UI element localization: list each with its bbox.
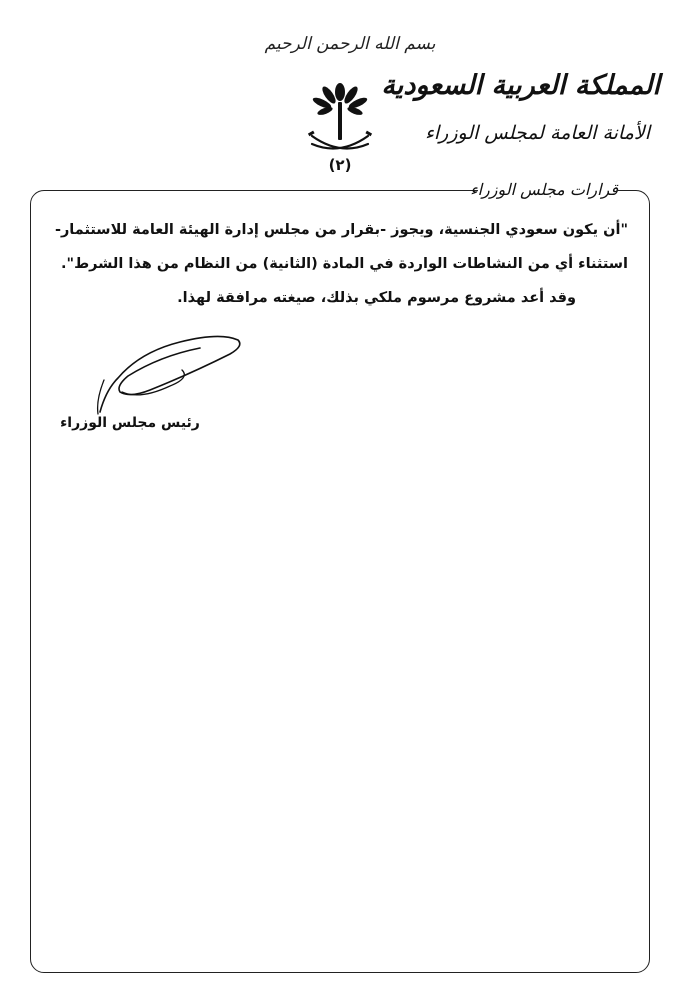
page-number: (٢) [328,156,352,174]
body-line-1: "أن يكون سعودي الجنسية، ويجوز -بقرار من مجلس إدارة الهيئة العامة للاستثمار- [54,222,628,238]
kingdom-name: المملكة العربية السعودية [381,70,660,101]
frame-title: قرارات مجلس الوزراء [478,175,618,205]
handwritten-signature-icon [70,330,250,420]
body-line-2: استثناء أي من النشاطات الواردة في المادة (الثانية) من النظام من هذا الشرط". [61,256,628,272]
body-line-3: وقد أعد مشروع مرسوم ملكي بذلك، صيغته مرافقة لهذا. [177,290,576,306]
secretariat-name: الأمانة العامة لمجلس الوزراء [424,122,650,144]
saudi-emblem-icon [300,78,380,168]
decree-body [50,218,628,320]
signatory-title: رئيس مجلس الوزراء [60,415,200,431]
basmala: بسم الله الرحمن الرحيم [264,34,436,54]
